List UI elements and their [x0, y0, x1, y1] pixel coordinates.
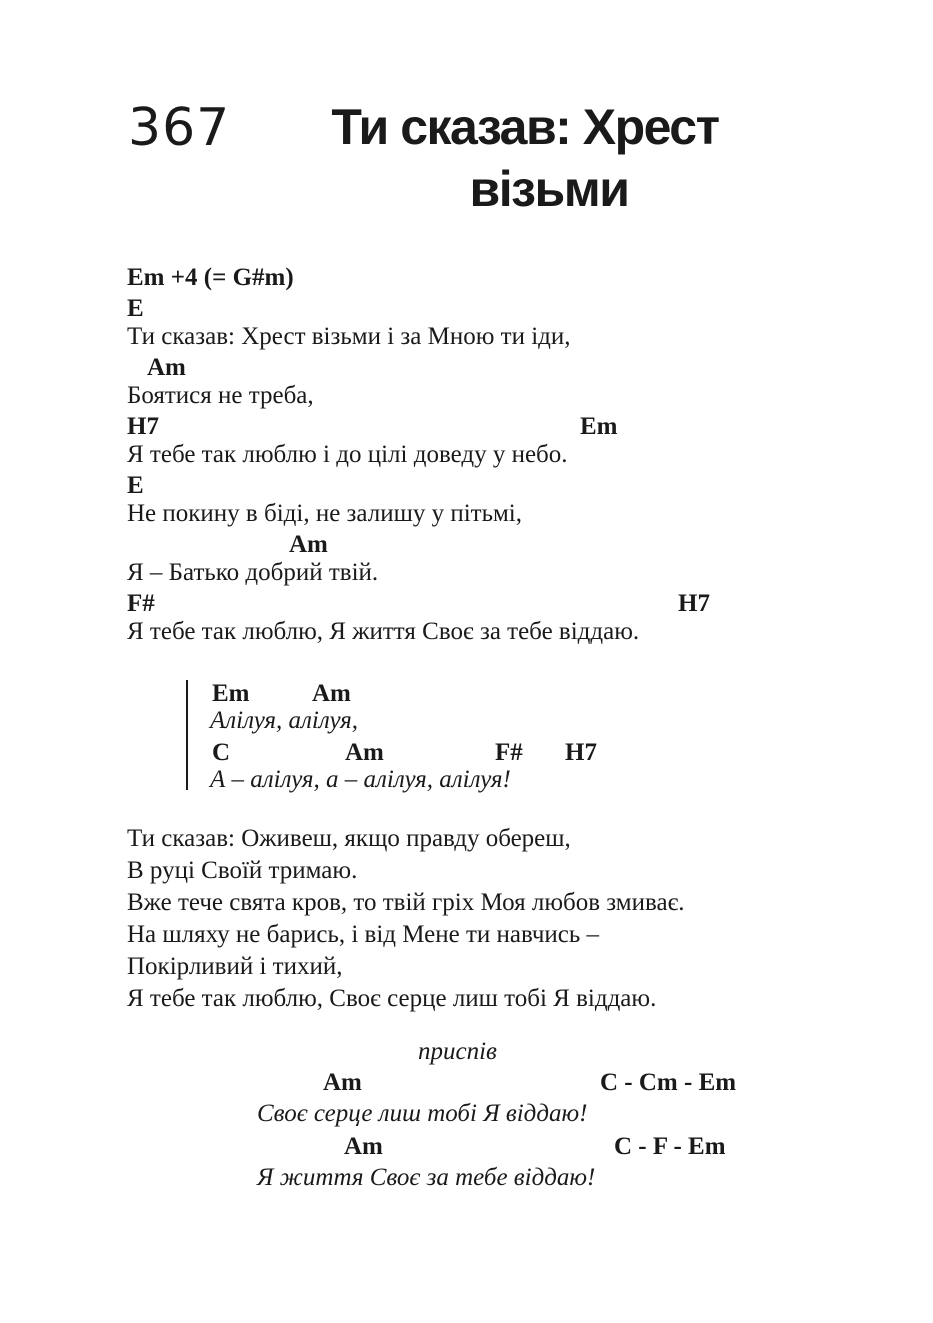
song-key: Em +4 (= G#m): [127, 264, 294, 291]
chorus-line: А – алілуя, а – алілуя, алілуя!: [210, 766, 511, 793]
chorus-marker-line: [186, 680, 188, 790]
song-title-line-2: візьми: [469, 161, 629, 217]
chord: Am: [147, 354, 186, 381]
chorus-line: Алілуя, алілуя,: [210, 707, 359, 734]
chord: C - Cm - Em: [600, 1069, 737, 1096]
chord: H7: [565, 739, 597, 766]
chord: E: [127, 472, 144, 499]
chord: Am: [344, 1133, 383, 1160]
chord: F#: [127, 590, 155, 617]
chord: Em: [580, 413, 618, 440]
refrain-line: Я життя Своє за тебе віддаю!: [257, 1164, 596, 1191]
lyric-line: Ти сказав: Оживеш, якщо правду обереш,: [127, 825, 571, 852]
chord: H7: [127, 413, 159, 440]
lyric-line: На шляху не барись, і від Мене ти навчись –: [127, 921, 600, 948]
chord: C - F - Em: [614, 1133, 726, 1160]
chord: H7: [678, 590, 710, 617]
lyric-line: Я тебе так люблю і до цілі доведу у небо.: [127, 441, 568, 468]
chord: F#: [495, 739, 523, 766]
song-title-line-1: Ти сказав: Хрест: [331, 99, 719, 155]
chord: Am: [323, 1069, 362, 1096]
lyric-line: Боятися не треба,: [127, 382, 314, 409]
lyric-line: Не покину в біді, не залишу у пітьмі,: [127, 500, 523, 527]
refrain-label: приспів: [418, 1038, 497, 1065]
chord: Am: [345, 739, 384, 766]
lyric-line: Вже тече свята кров, то твій гріх Моя любов змиває.: [127, 889, 685, 916]
lyric-line: Ти сказав: Хрест візьми і за Мною ти іди,: [127, 323, 571, 350]
chord: Am: [312, 680, 351, 707]
chord: E: [127, 295, 144, 322]
chord: C: [212, 739, 231, 766]
lyric-line: Я тебе так люблю, Я життя Своє за тебе віддаю.: [127, 618, 640, 645]
chord: Am: [289, 531, 328, 558]
chord: Em: [212, 680, 250, 707]
lyric-line: В руці Своїй тримаю.: [127, 857, 358, 884]
lyric-line: Покірливий і тихий,: [127, 953, 343, 980]
song-number: 367: [128, 98, 231, 158]
song-title: [300, 96, 750, 220]
lyric-line: Я тебе так люблю, Своє серце лиш тобі Я віддаю.: [127, 985, 657, 1012]
lyric-line: Я – Батько добрий твій.: [127, 559, 379, 586]
refrain-line: Своє серце лиш тобі Я віддаю!: [257, 1100, 588, 1127]
